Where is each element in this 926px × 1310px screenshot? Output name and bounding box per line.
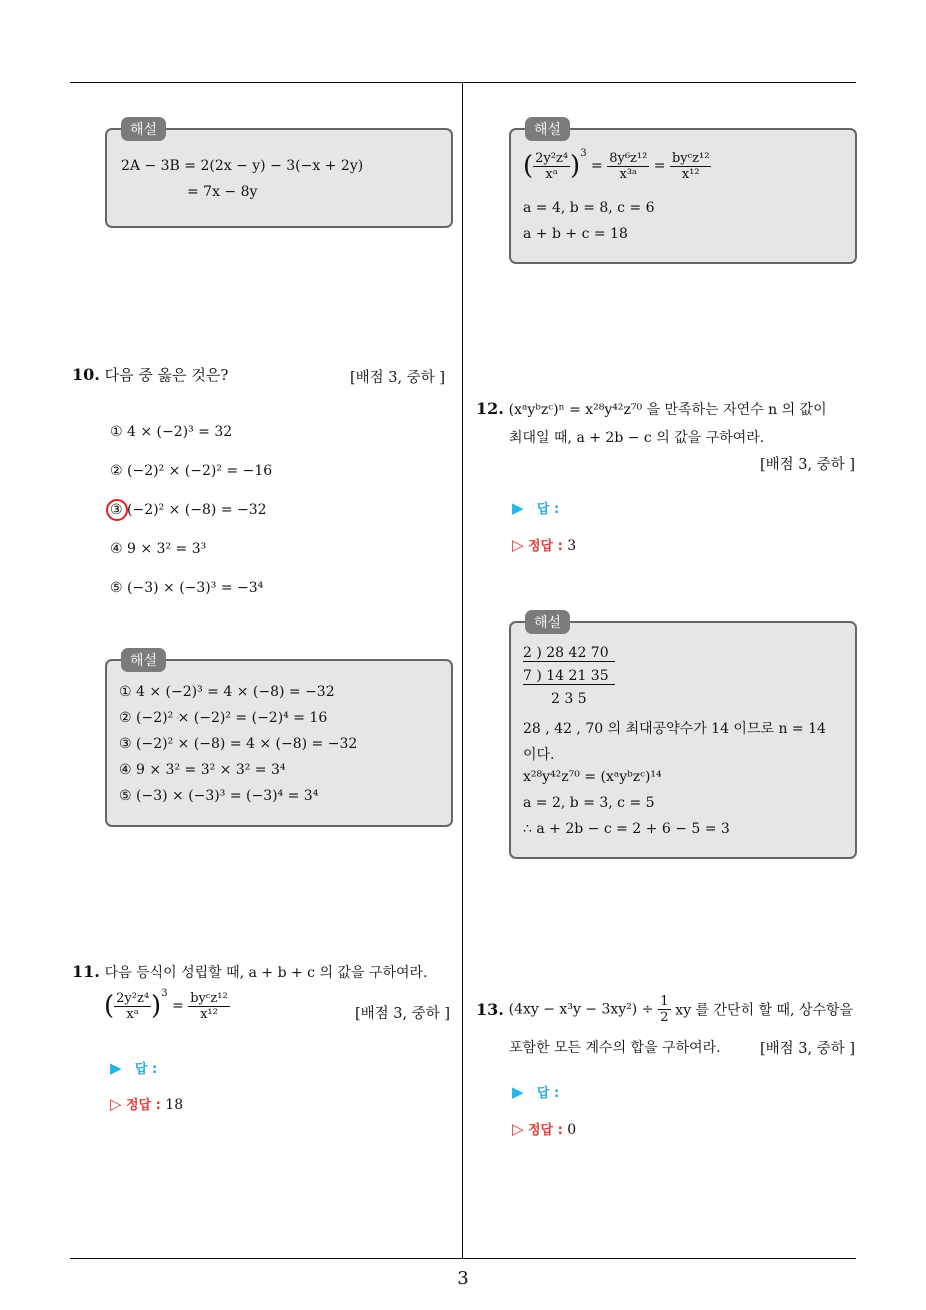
solution-box-q11: [509, 122, 857, 264]
question-number: 13.: [476, 1000, 504, 1019]
q10-option-3[interactable]: ③ (−2)² × (−8) = −32: [110, 502, 267, 518]
q11-points: [배점 3, 중하 ]: [355, 1006, 451, 1022]
q11-correct-row: [110, 1094, 183, 1113]
question-text-line1: (xᵃyᵇzᶜ)ⁿ = x²⁸y⁴²z⁷⁰ 을 만족하는 자연수 n 의 값이: [508, 402, 827, 418]
correct-label: 정답 :: [528, 1123, 563, 1138]
selected-answer-circle: [106, 499, 128, 521]
sol10-line4: ④ 9 × 3² = 3² × 3² = 3⁴: [119, 762, 286, 778]
question-13: [476, 994, 853, 1025]
q10-points: [배점 3, 중하 ]: [350, 370, 446, 386]
column-divider: [462, 83, 463, 1259]
q13-correct-row: [512, 1119, 576, 1138]
triangle-filled-icon: ▶: [110, 1059, 122, 1077]
q11-rhs-denominator: x¹²: [200, 1006, 218, 1022]
solution-tag: 해설: [121, 117, 166, 141]
q12-answer-row[interactable]: [512, 498, 559, 517]
sol12-line4: 28 , 42 , 70 의 최대공약수가 14 이므로 n = 14: [523, 721, 826, 737]
q11-exponent: 3: [161, 988, 168, 999]
correct-label: 정답 :: [126, 1098, 161, 1113]
bottom-rule: [70, 1258, 856, 1259]
triangle-outline-icon: ▷: [110, 1095, 122, 1113]
page-number: 3: [457, 1268, 469, 1289]
q11-rhs-numerator: byᶜz¹²: [190, 990, 228, 1006]
sol11-f3-numerator: byᶜz¹²: [671, 150, 710, 166]
division-row-text: 7 ) 14 21 35: [523, 668, 615, 685]
q13-correct-value: 0: [567, 1122, 577, 1138]
question-text: 다음 중 옳은 것은?: [104, 366, 229, 384]
question-text: 다음 등식이 성립할 때, a + b + c 의 값을 구하여라.: [104, 965, 428, 981]
triangle-filled-icon: ▶: [512, 499, 524, 517]
sol10-line1: ① 4 × (−2)³ = 4 × (−8) = −32: [119, 684, 335, 700]
answer-label: 답 :: [134, 1062, 158, 1077]
question-number: 10.: [72, 365, 100, 384]
sol12-line7: a = 2, b = 3, c = 5: [523, 795, 655, 811]
question-10: [72, 364, 228, 385]
top-rule: [70, 82, 856, 83]
q11-correct-value: 18: [165, 1097, 184, 1113]
q13-frac-numerator: 1: [660, 994, 669, 1009]
solution-tag: 해설: [525, 610, 570, 634]
q13-points: [배점 3, 중하 ]: [760, 1041, 856, 1057]
sol9-line1: 2A − 3B = 2(2x − y) − 3(−x + 2y): [121, 158, 364, 174]
sol11-f3-denominator: x¹²: [681, 166, 700, 182]
solution-tag: 해설: [525, 117, 570, 141]
q12-correct-row: [512, 535, 576, 554]
q11-equation: ( $\frac{\text{2y²z⁴}}{\text{xᵃ}}$ )$^3$ = $\frac{\text{byᶜz¹²}}{\text{x¹²}}$: [104, 988, 228, 1022]
solution-box-q10: [105, 653, 453, 827]
sol12-line6: x²⁸y⁴²z⁷⁰ = (xᵃyᵇzᶜ)¹⁴: [523, 769, 662, 785]
triangle-outline-icon: ▷: [512, 536, 524, 554]
question-text-line2: 최대일 때, a + 2b − c 의 값을 구하여라.: [509, 430, 765, 446]
division-row-text: 2 ) 28 42 70: [523, 645, 615, 662]
sol10-line2: ② (−2)² × (−2)² = (−2)⁴ = 16: [119, 710, 328, 726]
q11-lhs-numerator: 2y²z⁴: [116, 990, 150, 1006]
sol11-exponent: 3: [580, 148, 587, 159]
sol11-f2-numerator: 8y⁶z¹²: [609, 150, 648, 166]
answer-label: 답 :: [536, 502, 560, 517]
q10-option-2[interactable]: ② (−2)² × (−2)² = −16: [110, 463, 273, 479]
sol11-f1-denominator: xᵃ: [545, 166, 558, 182]
q13-frac-denominator: 2: [660, 1010, 669, 1025]
sol11-f2-denominator: x³ᵃ: [619, 166, 638, 182]
answer-label: 답 :: [536, 1086, 560, 1101]
q10-option-5[interactable]: ⑤ (−3) × (−3)³ = −3⁴: [110, 580, 264, 596]
sol12-line5: 이다.: [523, 747, 555, 763]
sol11-f1-numerator: 2y²z⁴: [535, 150, 569, 166]
sol10-line3: ③ (−2)² × (−8) = 4 × (−8) = −32: [119, 736, 358, 752]
question-text-b: xy 를 간단히 할 때, 상수항을: [675, 1002, 854, 1019]
solution-box-q12: [509, 615, 857, 859]
solution-box-q9: [105, 122, 453, 228]
q12-correct-value: 3: [567, 538, 577, 554]
question-text-a: (4xy − x³y − 3xy²) ÷: [508, 1001, 654, 1018]
question-11: [72, 962, 427, 982]
solution-tag: 해설: [121, 648, 166, 672]
triangle-outline-icon: ▷: [512, 1120, 524, 1138]
question-number: 11.: [72, 962, 100, 981]
question-text-line2: 포함한 모든 계수의 합을 구하여라.: [509, 1040, 721, 1056]
q13-answer-row[interactable]: [512, 1082, 559, 1101]
triangle-filled-icon: ▶: [512, 1083, 524, 1101]
q11-lhs-denominator: xᵃ: [126, 1006, 139, 1022]
sol12-division-row1: [523, 645, 615, 661]
sol9-line2: = 7x − 8y: [187, 184, 258, 200]
sol12-division-row2: [523, 668, 615, 684]
q10-option-4[interactable]: ④ 9 × 3² = 3³: [110, 541, 207, 557]
q12-points: [배점 3, 중하 ]: [760, 457, 856, 473]
sol12-line8: ∴ a + 2b − c = 2 + 6 − 5 = 3: [523, 821, 730, 837]
question-12: [476, 399, 827, 419]
sol10-line5: ⑤ (−3) × (−3)³ = (−3)⁴ = 3⁴: [119, 788, 319, 804]
sol11-line1: ( $\frac{\text{2y²z⁴}}{\text{xᵃ}}$ )$^3$ = $\frac{\text{8y⁶z¹²}}{\text{x³ᵃ}}$ = $\frac{\text{byᶜz¹²}}{\text{x¹²}}$: [523, 148, 710, 182]
sol11-line2: a = 4, b = 8, c = 6: [523, 200, 655, 216]
sol12-division-row3: 2 3 5: [551, 691, 587, 707]
q10-option-1[interactable]: ① 4 × (−2)³ = 32: [110, 424, 233, 440]
q11-answer-row[interactable]: [110, 1058, 157, 1077]
sol11-line3: a + b + c = 18: [523, 226, 628, 242]
correct-label: 정답 :: [528, 539, 563, 554]
question-number: 12.: [476, 399, 504, 418]
